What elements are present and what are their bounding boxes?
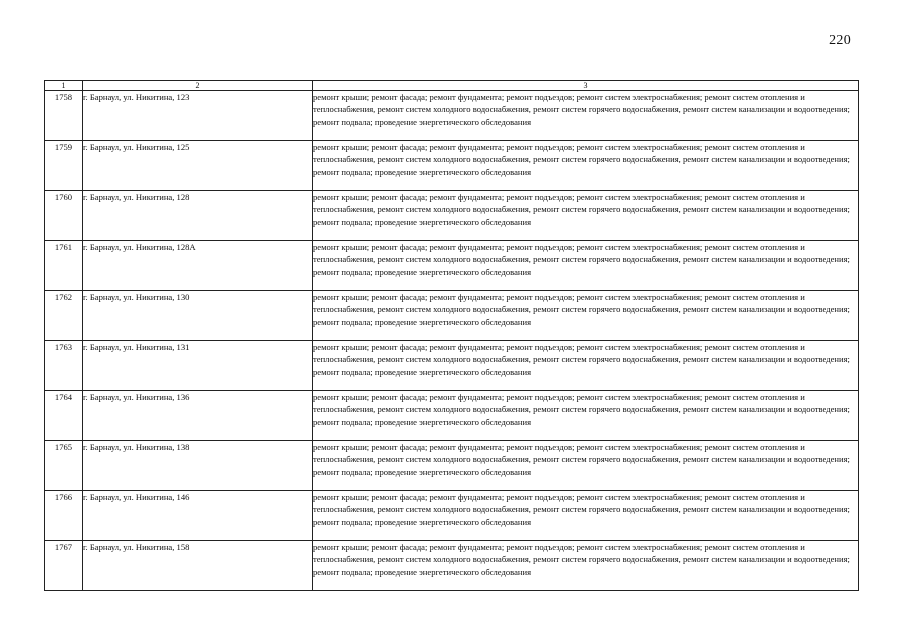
row-number-cell: 1762 <box>45 291 83 341</box>
row-number-cell: 1765 <box>45 441 83 491</box>
table-row <box>45 241 859 291</box>
works-list-cell: ремонт крыши; ремонт фасада; ремонт фундамента; ремонт подъездов; ремонт систем электроснабжения; ремонт систем отопления и теплоснабжения, ремонт систем холодного водоснабжения, ремонт систем горячего водоснабжения, ремонт систем канализации и водоотведения; ремонт подвала; проведение энергетического обследования <box>313 241 859 291</box>
address-cell: г. Барнаул, ул. Никитина, 128 <box>83 191 313 241</box>
works-list-cell: ремонт крыши; ремонт фасада; ремонт фундамента; ремонт подъездов; ремонт систем электроснабжения; ремонт систем отопления и теплоснабжения, ремонт систем холодного водоснабжения, ремонт систем горячего водоснабжения, ремонт систем канализации и водоотведения; ремонт подвала; проведение энергетического обследования <box>313 541 859 591</box>
address-cell: г. Барнаул, ул. Никитина, 131 <box>83 341 313 391</box>
table-header-row <box>45 81 859 91</box>
row-number-cell: 1760 <box>45 191 83 241</box>
row-number-cell: 1764 <box>45 391 83 441</box>
works-list-cell: ремонт крыши; ремонт фасада; ремонт фундамента; ремонт подъездов; ремонт систем электроснабжения; ремонт систем отопления и теплоснабжения, ремонт систем холодного водоснабжения, ремонт систем горячего водоснабжения, ремонт систем канализации и водоотведения; ремонт подвала; проведение энергетического обследования <box>313 341 859 391</box>
row-number-cell: 1761 <box>45 241 83 291</box>
address-cell: г. Барнаул, ул. Никитина, 158 <box>83 541 313 591</box>
address-cell: г. Барнаул, ул. Никитина, 146 <box>83 491 313 541</box>
row-number-cell: 1763 <box>45 341 83 391</box>
address-cell: г. Барнаул, ул. Никитина, 128А <box>83 241 313 291</box>
works-list-cell: ремонт крыши; ремонт фасада; ремонт фундамента; ремонт подъездов; ремонт систем электроснабжения; ремонт систем отопления и теплоснабжения, ремонт систем холодного водоснабжения, ремонт систем горячего водоснабжения, ремонт систем канализации и водоотведения; ремонт подвала; проведение энергетического обследования <box>313 291 859 341</box>
column-header-1: 1 <box>45 81 83 91</box>
table-row <box>45 91 859 141</box>
works-list-cell: ремонт крыши; ремонт фасада; ремонт фундамента; ремонт подъездов; ремонт систем электроснабжения; ремонт систем отопления и теплоснабжения, ремонт систем холодного водоснабжения, ремонт систем горячего водоснабжения, ремонт систем канализации и водоотведения; ремонт подвала; проведение энергетического обследования <box>313 91 859 141</box>
works-list-cell: ремонт крыши; ремонт фасада; ремонт фундамента; ремонт подъездов; ремонт систем электроснабжения; ремонт систем отопления и теплоснабжения, ремонт систем холодного водоснабжения, ремонт систем горячего водоснабжения, ремонт систем канализации и водоотведения; ремонт подвала; проведение энергетического обследования <box>313 441 859 491</box>
address-cell: г. Барнаул, ул. Никитина, 125 <box>83 141 313 191</box>
table-row <box>45 491 859 541</box>
address-cell: г. Барнаул, ул. Никитина, 123 <box>83 91 313 141</box>
column-header-3: 3 <box>313 81 859 91</box>
row-number-cell: 1766 <box>45 491 83 541</box>
works-list-cell: ремонт крыши; ремонт фасада; ремонт фундамента; ремонт подъездов; ремонт систем электроснабжения; ремонт систем отопления и теплоснабжения, ремонт систем холодного водоснабжения, ремонт систем горячего водоснабжения, ремонт систем канализации и водоотведения; ремонт подвала; проведение энергетического обследования <box>313 391 859 441</box>
table-row <box>45 291 859 341</box>
table-row <box>45 391 859 441</box>
works-list-cell: ремонт крыши; ремонт фасада; ремонт фундамента; ремонт подъездов; ремонт систем электроснабжения; ремонт систем отопления и теплоснабжения, ремонт систем холодного водоснабжения, ремонт систем горячего водоснабжения, ремонт систем канализации и водоотведения; ремонт подвала; проведение энергетического обследования <box>313 491 859 541</box>
address-cell: г. Барнаул, ул. Никитина, 138 <box>83 441 313 491</box>
works-list-cell: ремонт крыши; ремонт фасада; ремонт фундамента; ремонт подъездов; ремонт систем электроснабжения; ремонт систем отопления и теплоснабжения, ремонт систем холодного водоснабжения, ремонт систем горячего водоснабжения, ремонт систем канализации и водоотведения; ремонт подвала; проведение энергетического обследования <box>313 191 859 241</box>
works-table <box>44 80 859 591</box>
table-row <box>45 141 859 191</box>
row-number-cell: 1767 <box>45 541 83 591</box>
works-list-cell: ремонт крыши; ремонт фасада; ремонт фундамента; ремонт подъездов; ремонт систем электроснабжения; ремонт систем отопления и теплоснабжения, ремонт систем холодного водоснабжения, ремонт систем горячего водоснабжения, ремонт систем канализации и водоотведения; ремонт подвала; проведение энергетического обследования <box>313 141 859 191</box>
address-cell: г. Барнаул, ул. Никитина, 130 <box>83 291 313 341</box>
table-body <box>45 91 859 591</box>
row-number-cell: 1758 <box>45 91 83 141</box>
column-header-2: 2 <box>83 81 313 91</box>
table-row <box>45 441 859 491</box>
row-number-cell: 1759 <box>45 141 83 191</box>
address-cell: г. Барнаул, ул. Никитина, 136 <box>83 391 313 441</box>
table-row <box>45 191 859 241</box>
table-row <box>45 341 859 391</box>
table-row <box>45 541 859 591</box>
page-number: 220 <box>829 33 851 48</box>
